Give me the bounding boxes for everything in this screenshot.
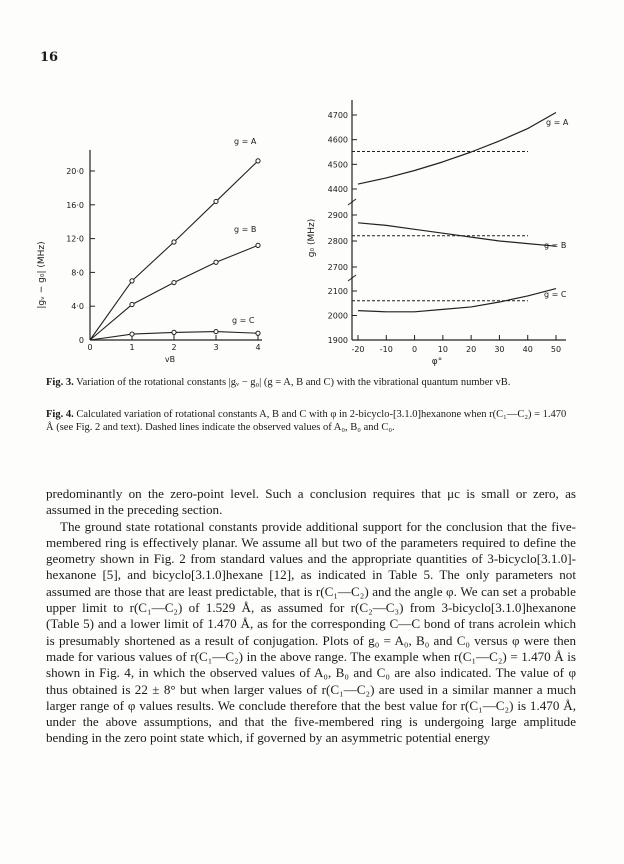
fig4-y-tick-label: 2800 (327, 237, 348, 246)
fig3-x-tick-label: 0 (87, 343, 93, 352)
fig4-y-tick-label: 2900 (327, 211, 348, 220)
fig4-caption (46, 408, 576, 434)
page-number: 16 (40, 50, 59, 65)
fig3-x-tick-label: 3 (213, 343, 219, 352)
fig4-label-b: g = B (544, 241, 567, 250)
fig4-series (352, 113, 556, 312)
fig3-caption-text: Variation of the rotational constants |gᵥ − g₀| (g = A, B and C) with the vibrational quantum number vB. (76, 377, 511, 388)
fig4-caption-lead: Fig. 4. (46, 409, 74, 420)
fig4-label-c: g = C (544, 290, 567, 299)
fig4-y-tick-label: 4600 (327, 135, 348, 145)
fig3-y-tick-label: 8·0 (71, 268, 84, 278)
fig4-xlabel: φ° (431, 357, 443, 367)
fig3-label-b: g = B (234, 225, 257, 234)
fig3-y-tick-label: 4·0 (71, 302, 84, 312)
fig4-ylabel: g₀ (MHz) (307, 218, 317, 258)
fig4-caption-text: Calculated variation of rotational constants A, B and C with φ in 2-bicyclo-[3.1.0]hexanone when r(C₁—C₂) = 1.470 Å (see Fig. 2 and text). Dashed lines indicate the observed values of A₀, B₀ and C₀. (46, 409, 567, 433)
fig4-x-tick-label: 0 (412, 345, 418, 354)
fig4-x-tick-label: 20 (466, 345, 477, 354)
fig4-y-tick-label: 2000 (327, 311, 348, 321)
fig3-y-tick-label: 16·0 (66, 200, 84, 210)
body-paragraph-2: The ground state rotational constants provide additional support for the conclusion that the five-membered ring is effectively planar. We assume all but two of the parameters required to define the geometry shown in Fig. 2 from standard values and the appropriate quantities of 3-bicyclo[3.1.0]-hexanone [5], and bicyclo[3.1.0]hexane [12], as indicated in Table 5. The only parameters not assumed are those that are least predictable, that is r(C₁—C₂) and the angle φ. We can set a probable upper limit to r(C₁—C₂) of 1.529 Å, as assumed for r(C₂—C₃) from 3-bicyclo[3.1.0]hexanone (Table 5) and a lower limit of 1.470 Å, as for the corresponding C—C bond of trans acrolein which is presumably shortened as a result of conjugation. Plots of g₀ = A₀, B₀ and C₀ versus φ were then made for various values of r(C₁—C₂) in the above range. The example when r(C₁—C₂) = 1.470 Å is shown in Fig. 4, in which the observed values of A₀, B₀ and C₀ are also indicated. The value of φ thus obtained is 22 ± 8° but when larger values of r(C₁—C₂) are used in a similar manner a much larger range of φ values results. We conclude therefore that the best value for r(C₁—C₂) is 1.470 Å, under the above assumptions, and that the five-membered ring is undergoing large amplitude bending in the zero point state which, if governed by an asymmetric potential energy (46, 518, 576, 746)
fig3-ylabel: |gᵥ − g₀| (MHz) (37, 241, 47, 309)
fig4-y-tick-label: 1900 (327, 336, 348, 345)
fig4-x-tick-label: -10 (379, 345, 393, 354)
fig3-y-tick-label: 20·0 (66, 167, 84, 176)
fig3-x-tick-label: 4 (255, 343, 261, 352)
fig4-series-line-0 (358, 113, 556, 185)
fig4-y-tick-label: 4500 (327, 160, 348, 170)
fig3-y-tick-label: 0 (78, 336, 84, 345)
fig4-x-tick-label: 10 (437, 345, 448, 354)
fig3-xlabel: vB (164, 355, 176, 364)
fig4-series-line-1 (358, 223, 556, 246)
fig4-x-tick-label: 40 (522, 345, 533, 354)
fig4-y-tick-label: 4700 (327, 111, 348, 120)
fig4-label-a: g = A (546, 118, 569, 127)
fig3-x-tick-label: 2 (171, 343, 177, 352)
fig4-x-tick-label: -20 (351, 345, 365, 354)
fig3-x-tick-label: 1 (129, 343, 135, 352)
fig4-series-line-2 (358, 289, 556, 312)
body-text (46, 486, 576, 747)
fig3-y-tick-label: 12·0 (66, 234, 84, 244)
fig4-x-tick-label: 50 (550, 345, 562, 354)
fig4-x-tick-label: 30 (494, 345, 505, 354)
fig4-y-tick-label: 4400 (327, 185, 348, 194)
fig4-y-tick-label: 2100 (327, 287, 348, 296)
fig3-label-a: g = A (234, 137, 257, 146)
fig3-label-c: g = C (232, 316, 255, 325)
fig4-axes (328, 100, 566, 354)
body-paragraph-1: predominantly on the zero-point level. Such a conclusion requires that μc is small or zero, as assumed in the preceding section. (46, 486, 576, 518)
fig4-y-tick-label: 2700 (327, 263, 348, 272)
fig3-caption-lead: Fig. 3. (46, 377, 74, 388)
fig3-caption (46, 376, 576, 389)
